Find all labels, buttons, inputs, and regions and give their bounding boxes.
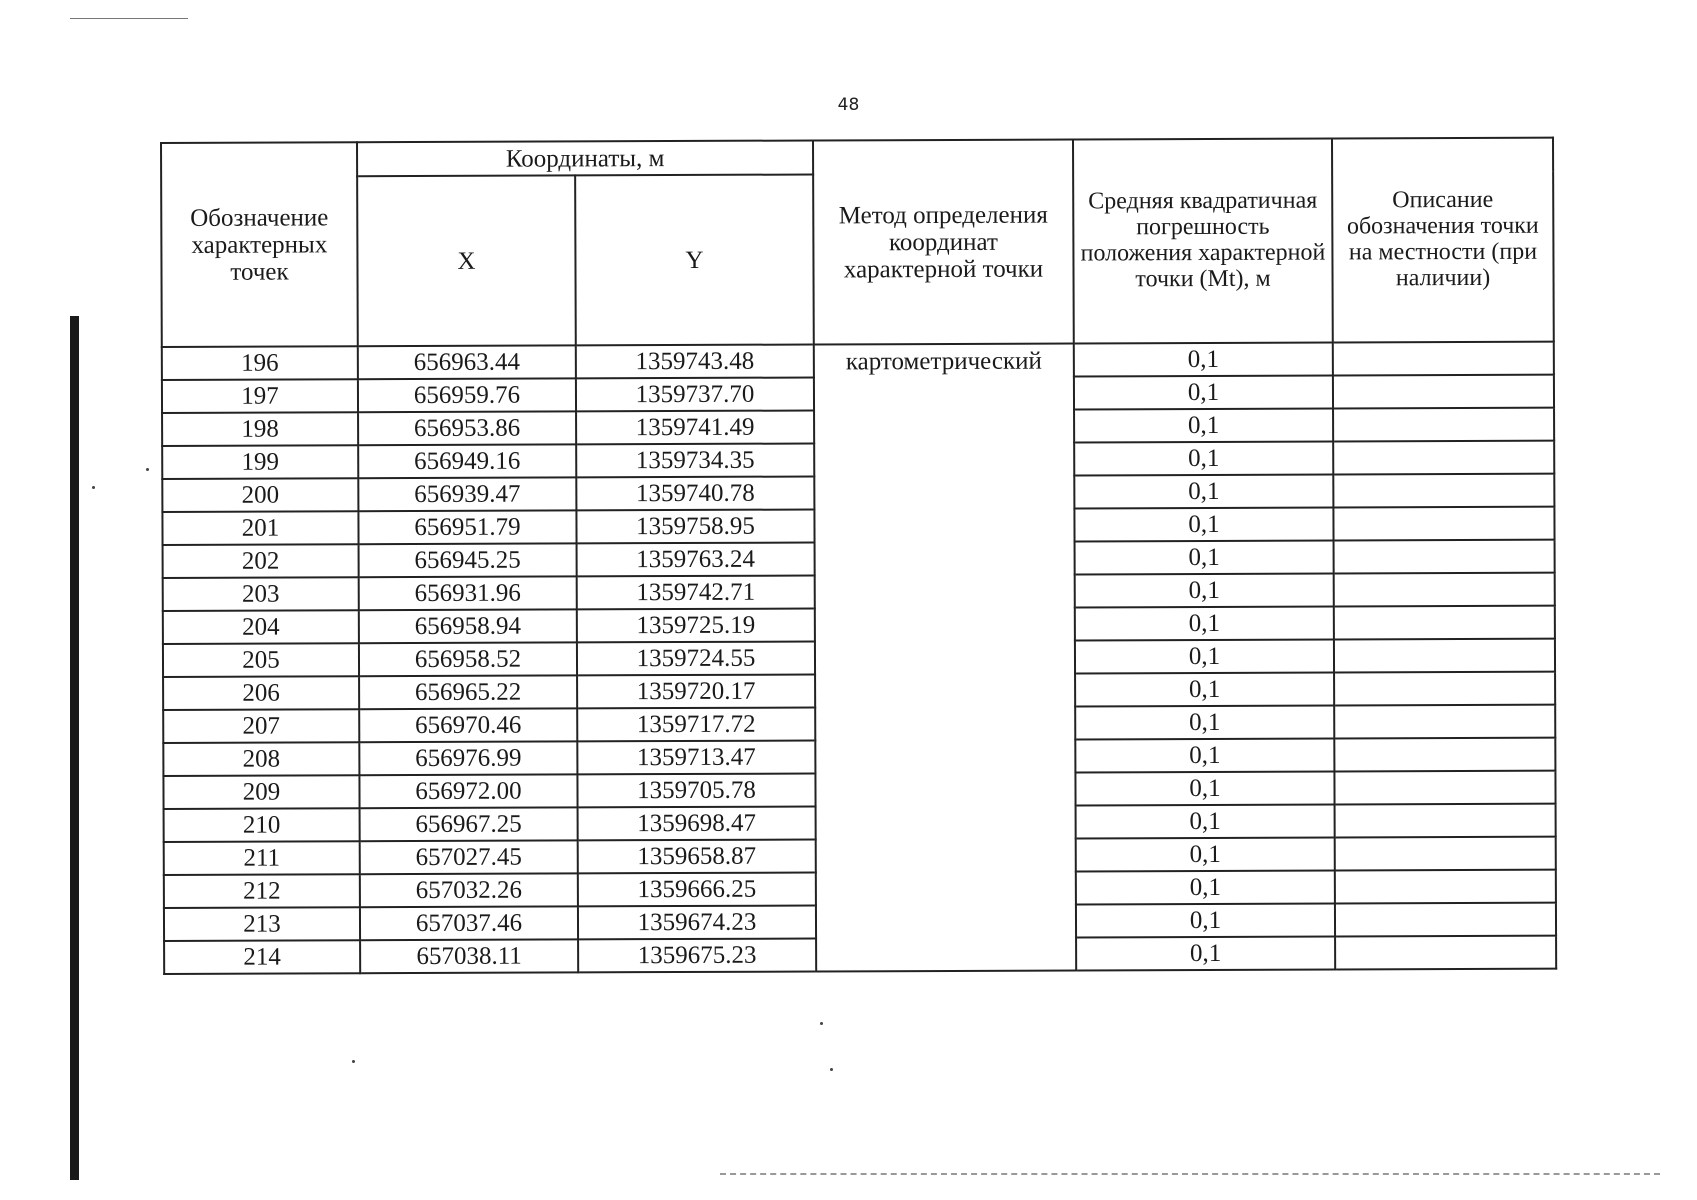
- cell-error: 0,1: [1076, 903, 1335, 937]
- header-error: Средняя квадратичная погрешность положения характерной точки (Mt), м: [1073, 138, 1333, 343]
- cell-y: 1359741.49: [576, 410, 814, 444]
- scan-speck: [830, 1068, 833, 1071]
- cell-point-id: 197: [162, 379, 358, 413]
- cell-description: [1334, 738, 1555, 772]
- cell-point-id: 196: [162, 346, 358, 380]
- cell-y: 1359720.17: [577, 674, 815, 708]
- cell-x: 656939.47: [358, 477, 576, 511]
- cell-x: 656976.99: [359, 741, 577, 775]
- cell-point-id: 212: [164, 874, 360, 908]
- cell-point-id: 209: [163, 775, 359, 809]
- cell-error: 0,1: [1075, 771, 1334, 805]
- cell-y: 1359705.78: [577, 773, 815, 807]
- cell-x: 656970.46: [359, 708, 577, 742]
- cell-x: 656972.00: [359, 774, 577, 808]
- cell-y: 1359658.87: [578, 839, 816, 873]
- cell-x: 657038.11: [360, 939, 578, 973]
- cell-point-id: 201: [162, 511, 358, 545]
- coordinates-table: [160, 137, 1557, 975]
- cell-description: [1333, 408, 1554, 442]
- cell-y: 1359763.24: [577, 542, 815, 576]
- cell-point-id: 205: [163, 643, 359, 677]
- cell-error: 0,1: [1074, 375, 1333, 409]
- cell-description: [1335, 837, 1556, 871]
- cell-description: [1335, 870, 1556, 904]
- cell-point-id: 204: [163, 610, 359, 644]
- cell-y: 1359758.95: [576, 509, 814, 543]
- cell-description: [1334, 672, 1555, 706]
- cell-description: [1334, 771, 1555, 805]
- scan-speck: [146, 468, 149, 471]
- scan-speck: [352, 1060, 355, 1063]
- cell-error: 0,1: [1075, 738, 1334, 772]
- cell-description: [1333, 375, 1554, 409]
- header-x: X: [357, 175, 576, 346]
- cell-error: 0,1: [1075, 705, 1334, 739]
- cell-point-id: 200: [162, 478, 358, 512]
- cell-description: [1335, 804, 1556, 838]
- cell-y: 1359698.47: [578, 806, 816, 840]
- cell-error: 0,1: [1075, 639, 1334, 673]
- cell-description: [1333, 441, 1554, 475]
- cell-y: 1359666.25: [578, 872, 816, 906]
- cell-description: [1333, 342, 1554, 376]
- cell-point-id: 203: [163, 577, 359, 611]
- scan-speck: [92, 486, 95, 489]
- cell-error: 0,1: [1074, 507, 1333, 541]
- cell-description: [1334, 606, 1555, 640]
- cell-y: 1359737.70: [576, 377, 814, 411]
- cell-y: 1359724.55: [577, 641, 815, 675]
- cell-y: 1359674.23: [578, 905, 816, 939]
- cell-point-id: 211: [164, 841, 360, 875]
- cell-x: 657037.46: [360, 906, 578, 940]
- cell-y: 1359742.71: [577, 575, 815, 609]
- cell-y: 1359675.23: [578, 938, 816, 972]
- cell-error: 0,1: [1074, 408, 1333, 442]
- cell-error: 0,1: [1074, 441, 1333, 475]
- scan-speck: [820, 1022, 823, 1025]
- cell-x: 656958.52: [359, 642, 577, 676]
- scan-artifact-left-bar: [70, 316, 79, 1180]
- cell-description: [1334, 573, 1555, 607]
- cell-description: [1334, 540, 1555, 574]
- cell-y: 1359734.35: [576, 443, 814, 477]
- cell-y: 1359713.47: [577, 740, 815, 774]
- cell-y: 1359725.19: [577, 608, 815, 642]
- cell-point-id: 206: [163, 676, 359, 710]
- cell-error: 0,1: [1076, 936, 1335, 970]
- cell-y: 1359743.48: [576, 344, 814, 378]
- cell-description: [1334, 639, 1555, 673]
- cell-point-id: 210: [164, 808, 360, 842]
- cell-y: 1359717.72: [577, 707, 815, 741]
- cell-error: 0,1: [1076, 804, 1335, 838]
- cell-description: [1334, 705, 1555, 739]
- cell-x: 657032.26: [360, 873, 578, 907]
- header-description: Описание обозначения точки на местности (при наличии): [1332, 138, 1554, 343]
- cell-description: [1333, 507, 1554, 541]
- header-point-id: Обозначение характерных точек: [161, 142, 358, 347]
- cell-error: 0,1: [1075, 672, 1334, 706]
- cell-x: 656967.25: [360, 807, 578, 841]
- header-method: Метод определения координат характерной точки: [813, 139, 1074, 344]
- cell-point-id: 198: [162, 412, 358, 446]
- scan-artifact-bottom-line: [720, 1173, 1660, 1175]
- cell-error: 0,1: [1076, 837, 1335, 871]
- cell-description: [1335, 903, 1556, 937]
- cell-x: 656949.16: [358, 444, 576, 478]
- cell-error: 0,1: [1076, 870, 1335, 904]
- cell-description: [1335, 936, 1556, 970]
- cell-description: [1333, 474, 1554, 508]
- cell-point-id: 207: [163, 709, 359, 743]
- page-number: 48: [837, 95, 860, 115]
- coordinates-table-container: [160, 137, 1555, 975]
- header-coordinates: Координаты, м: [357, 140, 813, 176]
- cell-x: 656951.79: [358, 510, 576, 544]
- cell-error: 0,1: [1075, 573, 1334, 607]
- cell-point-id: 208: [163, 742, 359, 776]
- cell-point-id: 213: [164, 907, 360, 941]
- header-y: Y: [575, 174, 814, 345]
- cell-error: 0,1: [1075, 606, 1334, 640]
- scan-artifact-top-line: [70, 18, 188, 19]
- cell-error: 0,1: [1074, 342, 1333, 376]
- cell-error: 0,1: [1075, 540, 1334, 574]
- cell-x: 657027.45: [360, 840, 578, 874]
- cell-x: 656958.94: [359, 609, 577, 643]
- table-body: [162, 342, 1556, 974]
- table-row: [162, 342, 1554, 380]
- cell-method: картометрический: [814, 343, 1076, 971]
- cell-x: 656965.22: [359, 675, 577, 709]
- cell-x: 656945.25: [359, 543, 577, 577]
- cell-x: 656963.44: [358, 345, 576, 379]
- cell-point-id: 214: [164, 940, 360, 974]
- cell-point-id: 199: [162, 445, 358, 479]
- cell-x: 656953.86: [358, 411, 576, 445]
- cell-x: 656931.96: [359, 576, 577, 610]
- cell-y: 1359740.78: [576, 476, 814, 510]
- cell-error: 0,1: [1074, 474, 1333, 508]
- cell-point-id: 202: [163, 544, 359, 578]
- cell-x: 656959.76: [358, 378, 576, 412]
